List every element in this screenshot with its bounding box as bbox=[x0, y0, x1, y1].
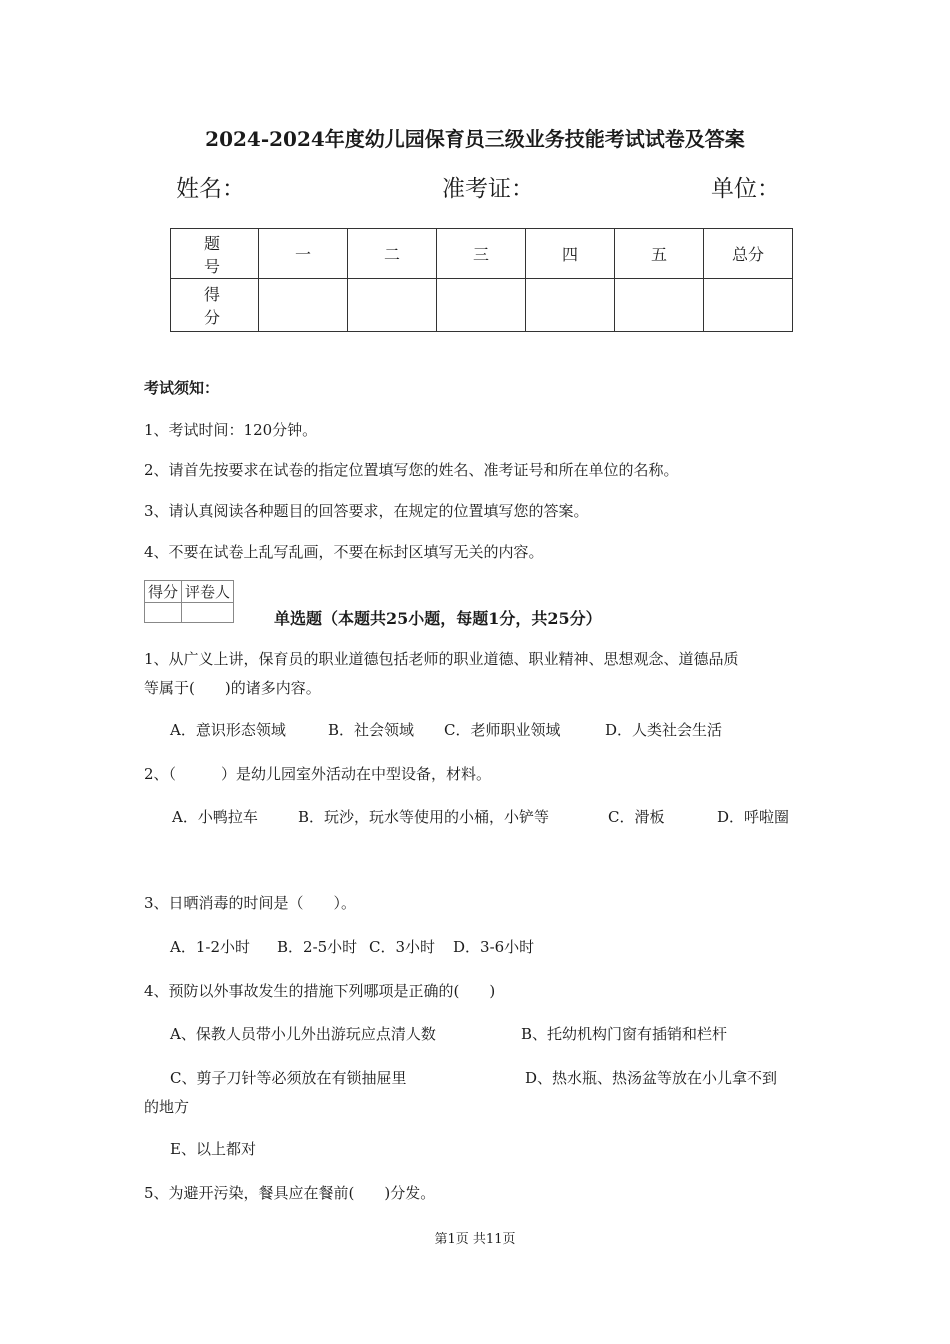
question-5-stem: 5、为避开污染，餐具应在餐前( )分发。 bbox=[144, 1184, 436, 1202]
exam-id-field-label: 准考证： bbox=[442, 176, 534, 202]
grader-box bbox=[144, 580, 234, 623]
question-4-option-e[interactable]: E、以上都对 bbox=[170, 1140, 256, 1158]
question-1-option-c[interactable]: C．老师职业领域 bbox=[444, 721, 561, 739]
section-title: 单选题（本题共25小题，每题1分，共25分） bbox=[274, 609, 602, 628]
score-table-header-cell: 三 bbox=[437, 229, 526, 279]
score-table-header-cell: 总分 bbox=[704, 229, 793, 279]
instruction-item: 1、考试时间：120分钟。 bbox=[144, 421, 318, 439]
instructions-title: 考试须知： bbox=[144, 379, 220, 397]
question-4-option-a[interactable]: A、保教人员带小儿外出游玩应点清人数 bbox=[170, 1025, 436, 1043]
grader-score-label: 得分 bbox=[145, 581, 182, 603]
score-row-label: 得 分 bbox=[171, 279, 259, 332]
question-4-option-d[interactable]: D、热水瓶、热汤盆等放在小儿拿不到 bbox=[525, 1069, 778, 1087]
score-table-header-cell: 一 bbox=[259, 229, 348, 279]
score-table-header-cell: 五 bbox=[615, 229, 704, 279]
question-3-stem: 3、日晒消毒的时间是（ ）。 bbox=[144, 894, 357, 912]
score-cell[interactable] bbox=[615, 279, 704, 332]
question-1-option-a[interactable]: A．意识形态领域 bbox=[170, 721, 286, 739]
score-table-header-cell: 四 bbox=[526, 229, 615, 279]
question-1-stem: 1、从广义上讲，保育员的职业道德包括老师的职业道德、职业精神、思想观念、道德品质 bbox=[144, 650, 739, 668]
score-cell[interactable] bbox=[259, 279, 348, 332]
question-4-stem: 4、预防以外事故发生的措施下列哪项是正确的( ) bbox=[144, 982, 496, 1000]
instruction-item: 4、不要在试卷上乱写乱画，不要在标封区填写无关的内容。 bbox=[144, 543, 544, 561]
score-table-score-row bbox=[171, 279, 793, 332]
question-3-option-d[interactable]: D．3-6小时 bbox=[453, 938, 535, 956]
score-cell[interactable] bbox=[437, 279, 526, 332]
question-3-option-c[interactable]: C．3小时 bbox=[369, 938, 436, 956]
question-1-option-d[interactable]: D．人类社会生活 bbox=[605, 721, 723, 739]
instruction-item: 3、请认真阅读各种题目的回答要求，在规定的位置填写您的答案。 bbox=[144, 502, 589, 520]
question-4-option-d-cont: 的地方 bbox=[144, 1098, 190, 1116]
score-table-header-cell: 二 bbox=[348, 229, 437, 279]
question-4-option-b[interactable]: B、托幼机构门窗有插销和栏杆 bbox=[521, 1025, 728, 1043]
score-table bbox=[170, 228, 793, 332]
question-2-option-d[interactable]: D．呼啦圈 bbox=[717, 808, 790, 826]
question-3-option-a[interactable]: A．1-2小时 bbox=[170, 938, 250, 956]
question-2-option-a[interactable]: A．小鸭拉车 bbox=[172, 808, 258, 826]
question-2-option-c[interactable]: C．滑板 bbox=[608, 808, 665, 826]
grader-reviewer-cell[interactable] bbox=[182, 603, 234, 623]
question-1-option-b[interactable]: B．社会领域 bbox=[328, 721, 415, 739]
question-1-stem-cont: 等属于( )的诸多内容。 bbox=[144, 679, 321, 697]
instruction-item: 2、请首先按要求在试卷的指定位置填写您的姓名、准考证号和所在单位的名称。 bbox=[144, 461, 679, 479]
question-2-stem: 2、（ ）是幼儿园室外活动在中型设备，材料。 bbox=[144, 765, 492, 783]
page-title: 2024-2024年度幼儿园保育员三级业务技能考试试卷及答案 bbox=[205, 127, 745, 151]
score-cell[interactable] bbox=[526, 279, 615, 332]
question-2-option-b[interactable]: B．玩沙，玩水等使用的小桶，小铲等 bbox=[298, 808, 550, 826]
score-table-header-cell: 题 号 bbox=[171, 229, 259, 279]
score-table-header-row bbox=[171, 229, 793, 279]
score-cell[interactable] bbox=[348, 279, 437, 332]
question-4-option-c[interactable]: C、剪子刀针等必须放在有锁抽屉里 bbox=[170, 1069, 407, 1087]
question-3-option-b[interactable]: B．2-5小时 bbox=[277, 938, 358, 956]
name-field-label: 姓名： bbox=[176, 176, 245, 202]
score-cell[interactable] bbox=[704, 279, 793, 332]
grader-reviewer-label: 评卷人 bbox=[182, 581, 234, 603]
page-footer: 第1页 共11页 bbox=[434, 1232, 516, 1247]
grader-score-cell[interactable] bbox=[145, 603, 182, 623]
unit-field-label: 单位： bbox=[711, 176, 780, 202]
